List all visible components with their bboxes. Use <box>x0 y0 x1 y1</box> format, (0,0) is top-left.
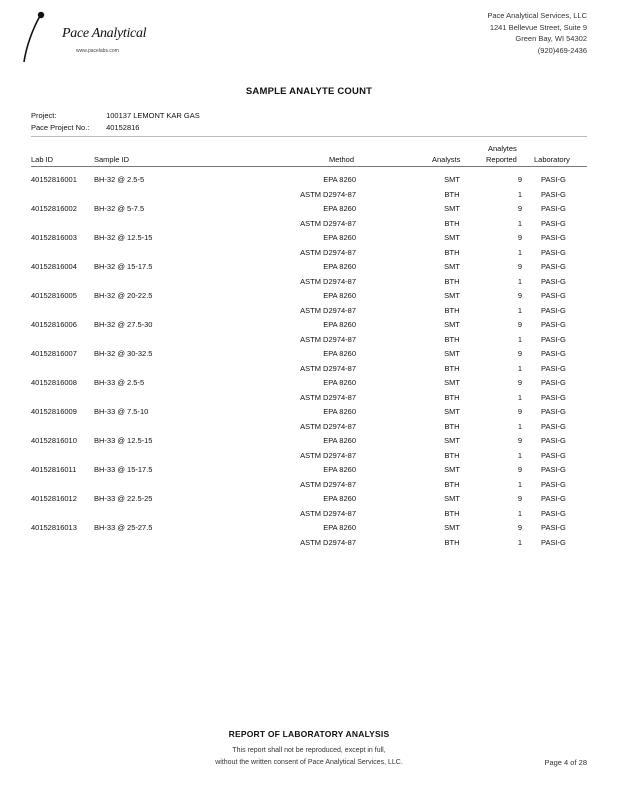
cell-lab-id: 40152816010 <box>31 436 77 445</box>
cell-lab-id: 40152816004 <box>31 262 77 271</box>
cell-analysts: BTH <box>444 537 460 547</box>
cell-lab-id: 40152816012 <box>31 494 77 503</box>
cell-method: ASTM D2974-87 <box>300 218 356 228</box>
column-lab-id: Lab ID <box>31 155 54 164</box>
cell-analysts: SMT <box>444 494 460 503</box>
column-analysts: Analysts <box>432 155 461 164</box>
cell-reported: 1 <box>517 421 522 431</box>
cell-reported: 9 <box>517 175 522 184</box>
table-row <box>0 230 618 245</box>
cell-method: EPA 8260 <box>323 436 356 445</box>
table-row <box>0 520 618 535</box>
cell-laboratory: PASI-G <box>541 305 566 315</box>
cell-lab-id: 40152816002 <box>31 204 77 213</box>
cell-analysts: SMT <box>444 175 460 184</box>
cell-reported: 1 <box>517 537 522 547</box>
cell-method: EPA 8260 <box>323 349 356 358</box>
table-row <box>0 274 618 289</box>
cell-laboratory: PASI-G <box>541 523 566 532</box>
cell-method: ASTM D2974-87 <box>300 363 356 373</box>
cell-reported: 9 <box>517 436 522 445</box>
cell-reported: 1 <box>517 189 522 199</box>
cell-analysts: SMT <box>444 320 460 329</box>
cell-reported: 1 <box>517 450 522 460</box>
footer-title: REPORT OF LABORATORY ANALYSIS <box>228 729 390 739</box>
cell-method: ASTM D2974-87 <box>300 276 356 286</box>
cell-laboratory: PASI-G <box>541 334 566 344</box>
cell-sample-id: BH-33 @ 2.5-5 <box>94 378 145 387</box>
company-address-line1: 1241 Bellevue Street, Suite 9 <box>489 22 587 32</box>
cell-lab-id: 40152816003 <box>31 233 77 242</box>
cell-laboratory: PASI-G <box>541 320 566 329</box>
column-sample-id: Sample ID <box>94 155 130 164</box>
project-value: 100137 LEMONT KAR GAS <box>106 111 200 120</box>
cell-analysts: SMT <box>444 291 460 300</box>
cell-reported: 9 <box>517 204 522 213</box>
cell-method: EPA 8260 <box>323 320 356 329</box>
cell-laboratory: PASI-G <box>541 436 566 445</box>
table-row <box>0 404 618 419</box>
cell-analysts: BTH <box>444 305 460 315</box>
cell-laboratory: PASI-G <box>541 392 566 402</box>
cell-sample-id: BH-33 @ 12.5-15 <box>94 436 153 445</box>
cell-reported: 9 <box>517 262 522 271</box>
cell-reported: 1 <box>517 218 522 228</box>
page-number: Page 4 of 28 <box>544 758 587 767</box>
cell-method: ASTM D2974-87 <box>300 392 356 402</box>
cell-laboratory: PASI-G <box>541 247 566 257</box>
cell-lab-id: 40152816007 <box>31 349 77 358</box>
header-divider <box>31 136 587 137</box>
cell-analysts: BTH <box>444 363 460 373</box>
footer-note-line1: This report shall not be reproduced, except in full, <box>232 747 386 754</box>
table-row <box>0 187 618 202</box>
cell-laboratory: PASI-G <box>541 465 566 474</box>
cell-method: EPA 8260 <box>323 407 356 416</box>
cell-reported: 9 <box>517 465 522 474</box>
cell-analysts: BTH <box>444 392 460 402</box>
table-row <box>0 317 618 332</box>
cell-analysts: SMT <box>444 436 460 445</box>
cell-laboratory: PASI-G <box>541 508 566 518</box>
cell-laboratory: PASI-G <box>541 494 566 503</box>
table-row <box>0 346 618 361</box>
table-row <box>0 477 618 492</box>
cell-method: EPA 8260 <box>323 233 356 242</box>
cell-analysts: SMT <box>444 204 460 213</box>
column-reported-line1: Analytes <box>488 144 517 153</box>
footer-note-line2: without the written consent of Pace Analytical Services, LLC. <box>215 759 403 766</box>
table-row <box>0 245 618 260</box>
cell-reported: 1 <box>517 305 522 315</box>
table-row <box>0 535 618 550</box>
table-row <box>0 491 618 506</box>
table-row <box>0 361 618 376</box>
cell-laboratory: PASI-G <box>541 262 566 271</box>
cell-sample-id: BH-32 @ 27.5-30 <box>94 320 153 329</box>
table-row <box>0 506 618 521</box>
cell-laboratory: PASI-G <box>541 349 566 358</box>
table-row <box>0 462 618 477</box>
cell-lab-id: 40152816005 <box>31 291 77 300</box>
cell-reported: 1 <box>517 363 522 373</box>
table-row <box>0 288 618 303</box>
cell-method: EPA 8260 <box>323 465 356 474</box>
analyte-count-table <box>0 172 618 549</box>
cell-analysts: SMT <box>444 262 460 271</box>
cell-method: ASTM D2974-87 <box>300 247 356 257</box>
cell-method: ASTM D2974-87 <box>300 479 356 489</box>
table-row <box>0 172 618 187</box>
cell-method: ASTM D2974-87 <box>300 450 356 460</box>
cell-laboratory: PASI-G <box>541 479 566 489</box>
cell-analysts: BTH <box>444 189 460 199</box>
table-row <box>0 201 618 216</box>
cell-sample-id: BH-32 @ 12.5-15 <box>94 233 153 242</box>
cell-analysts: SMT <box>444 465 460 474</box>
table-row <box>0 419 618 434</box>
cell-method: EPA 8260 <box>323 378 356 387</box>
column-header-rule <box>31 166 587 167</box>
cell-method: ASTM D2974-87 <box>300 305 356 315</box>
pace-project-value: 40152816 <box>106 123 140 132</box>
cell-reported: 9 <box>517 523 522 532</box>
cell-method: EPA 8260 <box>323 175 356 184</box>
cell-analysts: SMT <box>444 349 460 358</box>
cell-analysts: BTH <box>444 479 460 489</box>
cell-analysts: SMT <box>444 378 460 387</box>
cell-laboratory: PASI-G <box>541 218 566 228</box>
cell-sample-id: BH-32 @ 2.5-5 <box>94 175 145 184</box>
cell-reported: 9 <box>517 378 522 387</box>
cell-sample-id: BH-32 @ 30-32.5 <box>94 349 153 358</box>
cell-sample-id: BH-32 @ 20-22.5 <box>94 291 153 300</box>
cell-lab-id: 40152816009 <box>31 407 77 416</box>
cell-reported: 9 <box>517 233 522 242</box>
cell-laboratory: PASI-G <box>541 363 566 373</box>
cell-analysts: BTH <box>444 218 460 228</box>
cell-laboratory: PASI-G <box>541 204 566 213</box>
cell-lab-id: 40152816008 <box>31 378 77 387</box>
cell-lab-id: 40152816011 <box>31 465 77 474</box>
company-website: www.pacelabs.com <box>76 48 119 54</box>
table-row <box>0 433 618 448</box>
cell-sample-id: BH-33 @ 22.5-25 <box>94 494 153 503</box>
cell-method: EPA 8260 <box>323 494 356 503</box>
cell-reported: 9 <box>517 320 522 329</box>
cell-method: ASTM D2974-87 <box>300 334 356 344</box>
project-info <box>31 110 200 134</box>
table-row <box>0 303 618 318</box>
column-method: Method <box>329 155 355 164</box>
cell-method: EPA 8260 <box>323 204 356 213</box>
table-row <box>0 259 618 274</box>
cell-laboratory: PASI-G <box>541 378 566 387</box>
cell-laboratory: PASI-G <box>541 233 566 242</box>
cell-analysts: BTH <box>444 276 460 286</box>
cell-laboratory: PASI-G <box>541 450 566 460</box>
company-address-line2: Green Bay, WI 54302 <box>515 34 587 43</box>
cell-sample-id: BH-33 @ 15-17.5 <box>94 465 153 474</box>
cell-analysts: BTH <box>444 508 460 518</box>
cell-laboratory: PASI-G <box>541 421 566 431</box>
logo-text: Pace Analytical <box>62 26 147 41</box>
company-logo <box>18 8 168 68</box>
company-name: Pace Analytical Services, LLC <box>487 11 587 20</box>
cell-analysts: SMT <box>444 407 460 416</box>
cell-reported: 9 <box>517 494 522 503</box>
cell-lab-id: 40152816006 <box>31 320 77 329</box>
company-address-block <box>487 10 587 56</box>
cell-reported: 9 <box>517 349 522 358</box>
cell-analysts: SMT <box>444 523 460 532</box>
cell-reported: 9 <box>517 407 522 416</box>
table-row <box>0 375 618 390</box>
pace-project-label: Pace Project No.: <box>31 123 90 132</box>
cell-reported: 1 <box>517 334 522 344</box>
table-row <box>0 332 618 347</box>
cell-method: ASTM D2974-87 <box>300 537 356 547</box>
page-title: SAMPLE ANALYTE COUNT <box>245 86 373 97</box>
cell-analysts: BTH <box>444 334 460 344</box>
cell-method: ASTM D2974-87 <box>300 421 356 431</box>
company-phone: (920)469-2436 <box>537 45 587 55</box>
cell-sample-id: BH-32 @ 15-17.5 <box>94 262 153 271</box>
cell-laboratory: PASI-G <box>541 537 566 547</box>
cell-laboratory: PASI-G <box>541 407 566 416</box>
project-label: Project: <box>31 111 57 120</box>
cell-reported: 1 <box>517 276 522 286</box>
cell-analysts: BTH <box>444 450 460 460</box>
cell-laboratory: PASI-G <box>541 175 566 184</box>
cell-lab-id: 40152816013 <box>31 523 77 532</box>
column-reported-line2: Reported <box>486 155 517 164</box>
footer-note <box>0 745 618 769</box>
cell-method: EPA 8260 <box>323 523 356 532</box>
cell-sample-id: BH-33 @ 25-27.5 <box>94 523 153 532</box>
cell-reported: 1 <box>517 247 522 257</box>
cell-laboratory: PASI-G <box>541 189 566 199</box>
cell-laboratory: PASI-G <box>541 276 566 286</box>
cell-reported: 1 <box>517 479 522 489</box>
cell-method: EPA 8260 <box>323 291 356 300</box>
table-row <box>0 390 618 405</box>
cell-method: EPA 8260 <box>323 262 356 271</box>
cell-sample-id: BH-32 @ 5-7.5 <box>94 204 145 213</box>
table-row <box>0 448 618 463</box>
cell-method: ASTM D2974-87 <box>300 508 356 518</box>
cell-analysts: BTH <box>444 421 460 431</box>
cell-lab-id: 40152816001 <box>31 175 77 184</box>
cell-laboratory: PASI-G <box>541 291 566 300</box>
column-laboratory: Laboratory <box>534 155 570 164</box>
cell-sample-id: BH-33 @ 7.5-10 <box>94 407 149 416</box>
table-row <box>0 216 618 231</box>
cell-reported: 1 <box>517 392 522 402</box>
cell-reported: 1 <box>517 508 522 518</box>
cell-method: ASTM D2974-87 <box>300 189 356 199</box>
cell-analysts: SMT <box>444 233 460 242</box>
cell-reported: 9 <box>517 291 522 300</box>
cell-analysts: BTH <box>444 247 460 257</box>
